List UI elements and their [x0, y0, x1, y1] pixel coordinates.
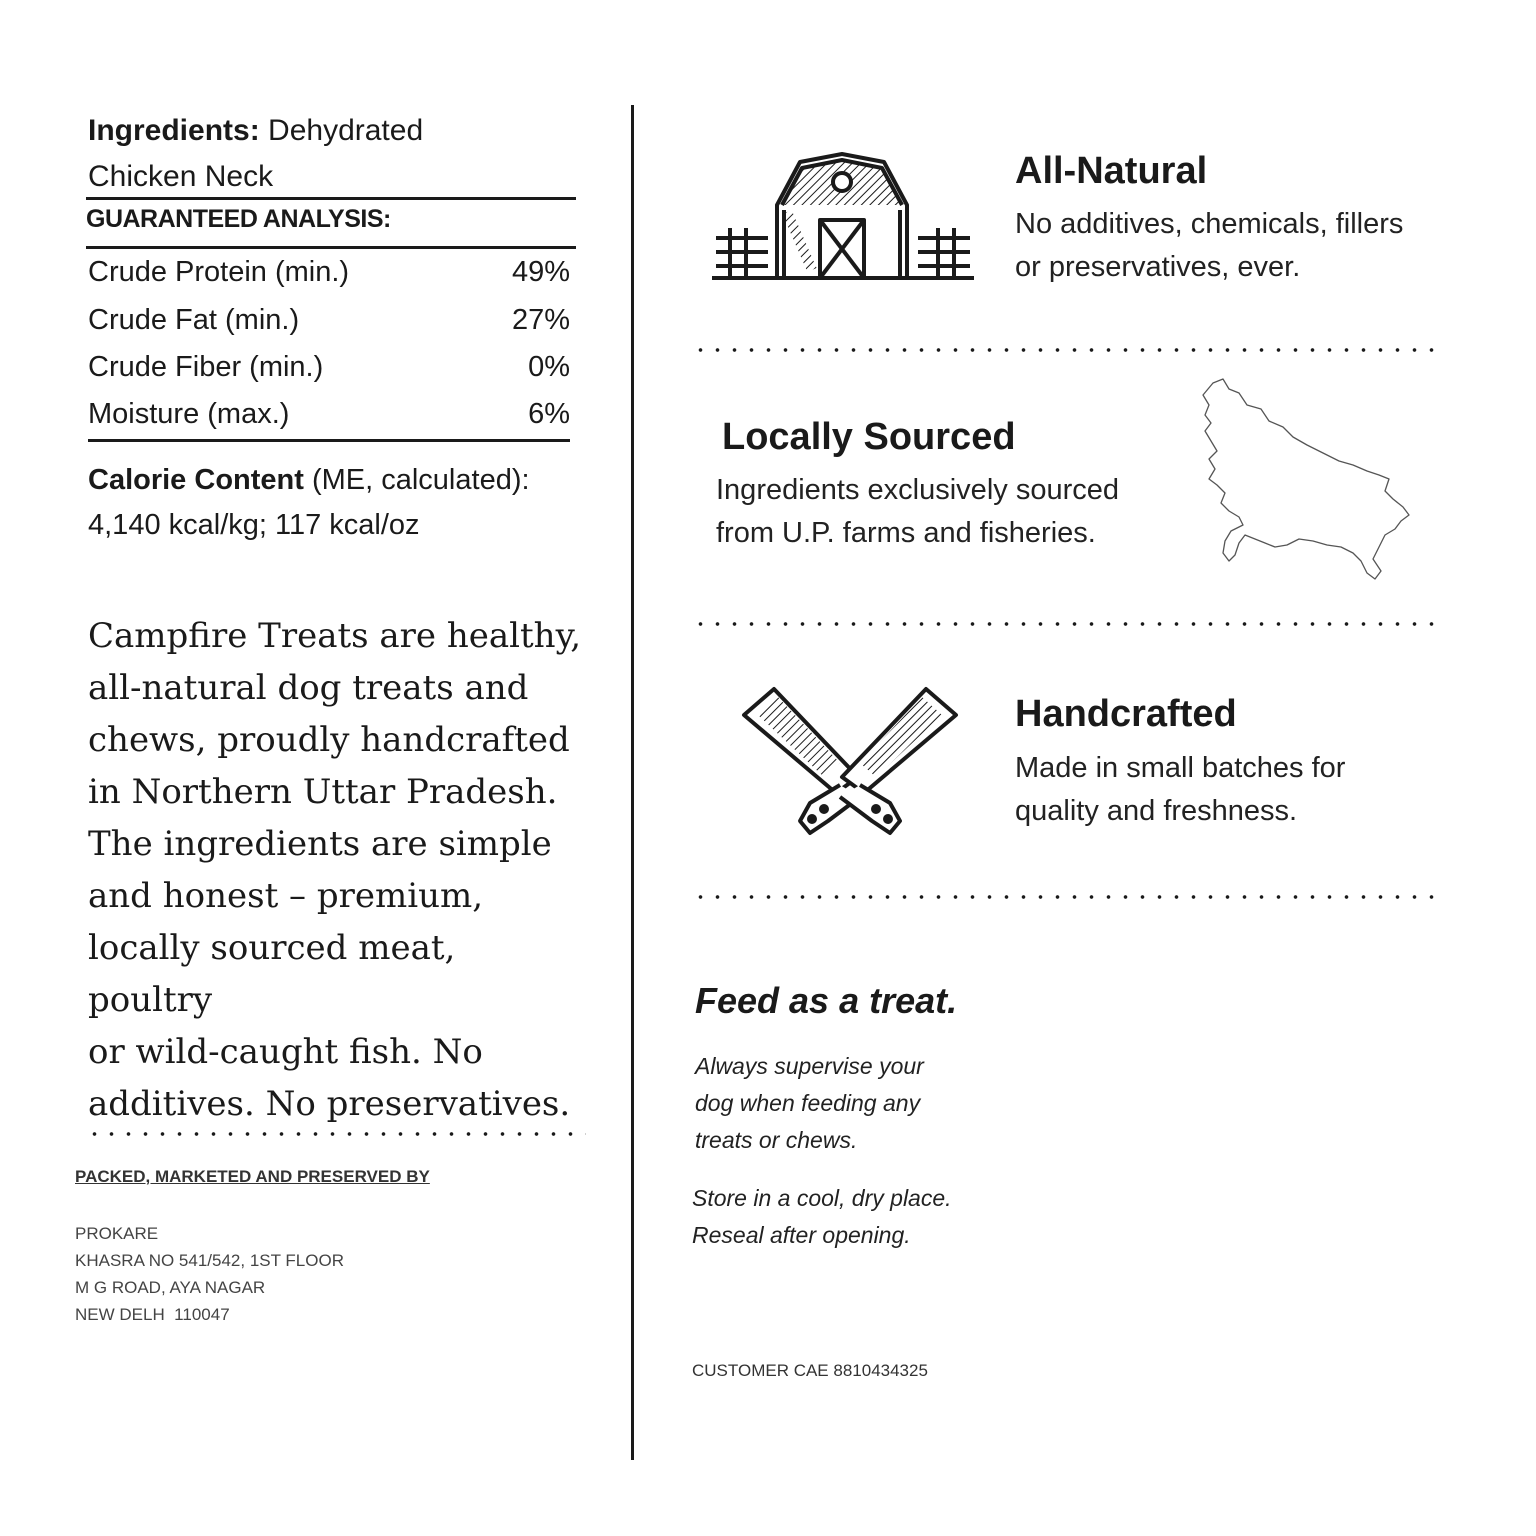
dotted-separator — [692, 621, 1444, 627]
analysis-name: Crude Fiber (min.) — [88, 351, 324, 383]
calorie-value: 4,140 kcal/kg; 117 kcal/oz — [88, 509, 420, 541]
dotted-separator — [692, 894, 1444, 900]
note-line: Always supervise your — [695, 1053, 924, 1079]
crossed-cleavers-icon — [740, 685, 960, 840]
feature-title-all-natural: All-Natural — [1015, 150, 1208, 192]
product-description — [88, 610, 588, 1130]
description-line: chews, proudly handcrafted — [88, 720, 570, 760]
ingredients-block — [88, 108, 588, 200]
description-line: additives. No preservatives. — [88, 1084, 571, 1124]
ingredients-label: Ingredients: — [88, 114, 260, 147]
feature-desc-line: or preservatives, ever. — [1015, 251, 1301, 283]
packed-by-title: PACKED, MARKETED AND PRESERVED BY — [75, 1167, 430, 1186]
calorie-suffix: (ME, calculated): — [303, 464, 530, 496]
barn-icon — [712, 150, 974, 285]
feature-desc-locally-sourced — [716, 469, 1119, 555]
storage-note — [692, 1180, 952, 1254]
divider-rule — [86, 246, 576, 249]
feature-desc-line: from U.P. farms and fisheries. — [716, 517, 1096, 549]
description-line: The ingredients are simple — [88, 824, 552, 864]
address-line: M G ROAD, AYA NAGAR — [75, 1278, 266, 1297]
feature-desc-line: Ingredients exclusively sourced — [716, 474, 1119, 506]
description-line: and honest – premium, — [88, 876, 484, 916]
description-line: locally sourced meat, poultry — [88, 928, 456, 1020]
ingredients-value-line2: Chicken Neck — [88, 160, 274, 193]
supervise-note — [695, 1048, 924, 1159]
description-line: Campfire Treats are healthy, — [88, 616, 582, 656]
analysis-name: Moisture (max.) — [88, 398, 290, 430]
feature-desc-line: No additives, chemicals, fillers — [1015, 208, 1404, 240]
analysis-row — [88, 351, 570, 384]
address-line: PROKARE — [75, 1224, 159, 1243]
address-line: NEW DELH 110047 — [75, 1305, 230, 1324]
analysis-row — [88, 398, 570, 431]
note-line: treats or chews. — [695, 1127, 858, 1153]
feature-title-handcrafted: Handcrafted — [1015, 693, 1237, 735]
analysis-name: Crude Fat (min.) — [88, 304, 300, 336]
analysis-name: Crude Protein (min.) — [88, 256, 350, 288]
analysis-row — [88, 304, 570, 337]
feature-desc-line: Made in small batches for — [1015, 752, 1346, 784]
analysis-value: 49% — [511, 256, 570, 288]
analysis-row — [88, 256, 570, 289]
analysis-value: 6% — [528, 398, 570, 430]
feature-title-locally-sourced: Locally Sourced — [722, 416, 1016, 458]
description-line: all-natural dog treats and — [88, 668, 529, 708]
feeding-title: Feed as a treat. — [695, 980, 958, 1021]
customer-care-number: CUSTOMER CAE 8810434325 — [692, 1361, 928, 1380]
feature-desc-line: quality and freshness. — [1015, 795, 1298, 827]
divider-rule — [86, 197, 576, 200]
guaranteed-analysis-title: GUARANTEED ANALYSIS: — [86, 205, 391, 233]
column-divider — [631, 105, 634, 1460]
analysis-value: 27% — [511, 304, 570, 336]
note-line: Store in a cool, dry place. — [692, 1185, 952, 1211]
packer-address — [75, 1220, 344, 1328]
dotted-separator — [692, 347, 1444, 353]
dotted-separator — [86, 1131, 586, 1137]
analysis-value: 0% — [528, 351, 570, 383]
description-line: or wild-caught fish. No — [88, 1032, 483, 1072]
calorie-label: Calorie Content — [88, 464, 304, 496]
feature-desc-handcrafted — [1015, 747, 1345, 833]
feature-desc-all-natural — [1015, 203, 1403, 289]
note-line: Reseal after opening. — [692, 1222, 911, 1248]
ingredients-value: Dehydrated — [268, 114, 424, 147]
description-line: in Northern Uttar Pradesh. — [88, 772, 558, 812]
address-line: KHASRA NO 541/542, 1ST FLOOR — [75, 1251, 344, 1270]
map-icon — [1195, 375, 1420, 585]
calorie-content — [88, 458, 568, 548]
note-line: dog when feeding any — [695, 1090, 921, 1116]
divider-rule — [88, 439, 570, 442]
